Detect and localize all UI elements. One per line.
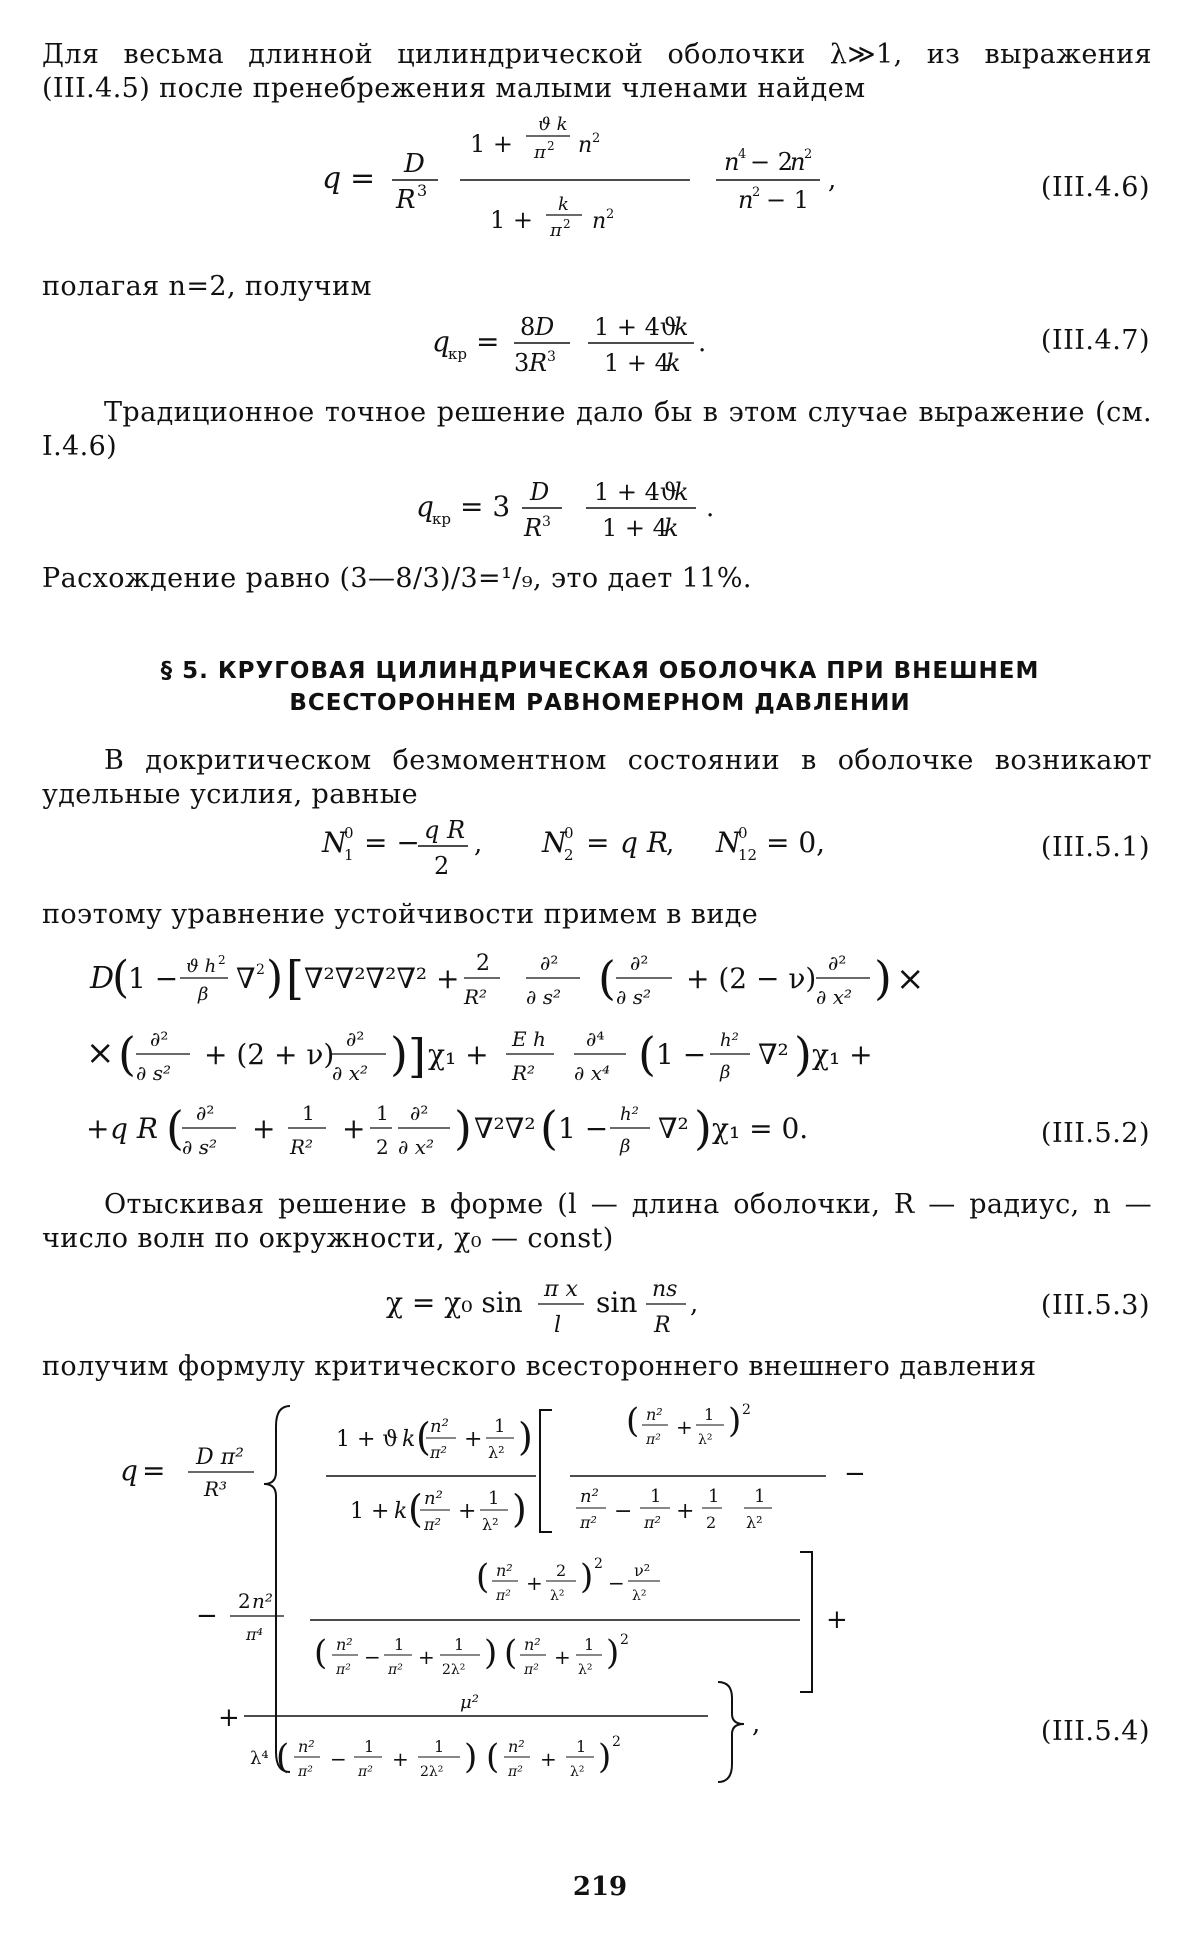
equation-number: (III.5.3) [1040, 1290, 1150, 1321]
svg-text:n: n [724, 148, 740, 176]
svg-text:1: 1 [584, 1635, 595, 1654]
svg-text:2: 2 [218, 953, 226, 967]
svg-text:k: k [402, 1427, 416, 1452]
svg-text:): ) [728, 1401, 742, 1441]
svg-text:h²: h² [620, 1104, 639, 1125]
svg-text:1: 1 [650, 1486, 662, 1507]
svg-text:∇: ∇ [236, 962, 256, 995]
svg-text:∂⁴: ∂⁴ [586, 1027, 605, 1051]
svg-text:∇²∇²: ∇²∇² [474, 1112, 536, 1145]
svg-text:−: − [614, 1499, 633, 1524]
svg-text:= 0,: = 0, [766, 826, 826, 859]
svg-text:+: + [218, 1703, 240, 1733]
svg-text:+: + [676, 1415, 693, 1439]
svg-text:2: 2 [752, 185, 761, 200]
svg-text:k: k [664, 514, 679, 542]
svg-text:N: N [322, 826, 347, 859]
svg-text:1: 1 [704, 1405, 715, 1424]
svg-text:=: = [142, 1454, 166, 1487]
svg-text:π²: π² [424, 1515, 441, 1534]
svg-text:+: + [464, 1427, 483, 1452]
svg-text:∂²: ∂² [540, 951, 559, 975]
svg-text:[: [ [286, 951, 304, 1005]
svg-text:∂ x⁴: ∂ x⁴ [574, 1061, 610, 1085]
svg-text:(: ( [486, 1737, 500, 1777]
svg-text:): ) [512, 1487, 527, 1531]
svg-text:−: − [608, 1571, 625, 1595]
svg-text:2: 2 [592, 131, 601, 146]
svg-text:): ) [484, 1633, 498, 1673]
svg-text:D: D [530, 478, 550, 506]
paragraph-critical-pressure: получим формулу критического всестороннего внешнего давления [42, 1351, 1037, 1382]
svg-text:+ (2 − ν): + (2 − ν) [686, 962, 817, 995]
svg-text:k: k [558, 194, 569, 215]
svg-text:(: ( [112, 952, 130, 1003]
svg-text:∂²: ∂² [196, 1101, 215, 1125]
svg-text:): ) [606, 1633, 620, 1673]
svg-text:∂²: ∂² [346, 1027, 365, 1051]
svg-text:n²: n² [430, 1416, 449, 1437]
svg-text:q: q [120, 1454, 138, 1487]
svg-text:+: + [418, 1645, 435, 1669]
svg-text:3: 3 [417, 181, 428, 200]
svg-text:2: 2 [612, 1734, 621, 1750]
svg-text:=: = [350, 161, 376, 196]
svg-text:+ (2 + ν): + (2 + ν) [204, 1038, 335, 1071]
svg-text:1 −: 1 − [128, 962, 179, 995]
svg-text:D: D [90, 961, 115, 996]
svg-text:β: β [620, 1136, 631, 1157]
svg-text:− 1: − 1 [766, 186, 810, 214]
svg-text:R: R [529, 349, 548, 377]
svg-text:λ²: λ² [570, 1764, 585, 1780]
svg-text:+: + [86, 1112, 110, 1145]
svg-text:n²: n² [424, 1488, 443, 1509]
svg-text:λ²: λ² [482, 1515, 499, 1534]
svg-text:E h: E h [512, 1027, 546, 1051]
svg-text:+: + [676, 1499, 695, 1524]
svg-text:(: ( [276, 1737, 290, 1777]
svg-text:): ) [874, 951, 892, 1005]
svg-text:= −: = − [364, 826, 420, 859]
svg-text:1 + 4ϑ: 1 + 4ϑ [594, 478, 678, 506]
svg-text:∂²: ∂² [410, 1101, 429, 1125]
svg-text:2: 2 [564, 846, 574, 864]
svg-text:∇²∇²∇²∇² +: ∇²∇²∇²∇² + [304, 962, 460, 995]
equation-number: (III.4.7) [1040, 325, 1150, 356]
svg-text:∂ x²: ∂ x² [332, 1061, 368, 1085]
svg-text:2: 2 [594, 1556, 603, 1572]
svg-text:n²: n² [524, 1635, 541, 1654]
svg-text:1 −: 1 − [656, 1038, 707, 1071]
svg-text:(: ( [416, 1415, 431, 1459]
svg-text:π²: π² [358, 1764, 373, 1780]
svg-text:R²: R² [512, 1061, 536, 1085]
svg-text:χ₁ +: χ₁ + [428, 1038, 489, 1071]
svg-text:.: . [698, 328, 707, 358]
svg-text:R: R [396, 185, 416, 215]
svg-text:4: 4 [738, 147, 747, 162]
svg-text:n²: n² [496, 1561, 513, 1580]
svg-text:+: + [526, 1571, 543, 1595]
svg-text:1 +: 1 + [490, 206, 534, 234]
svg-text:,: , [752, 1709, 761, 1739]
svg-text:): ) [794, 1027, 812, 1081]
equation-III-5-4 [100, 1392, 1090, 1862]
svg-text:+: + [826, 1605, 848, 1635]
svg-text:1 + 4ϑ: 1 + 4ϑ [594, 313, 678, 341]
svg-text:): ) [518, 1415, 533, 1459]
svg-text:∇²: ∇² [758, 1038, 789, 1071]
svg-text:R³: R³ [204, 1477, 228, 1501]
paragraph-stability-eq: поэтому уравнение устойчивости примем в виде [42, 899, 759, 930]
svg-text:,: , [828, 165, 837, 195]
svg-text:1: 1 [576, 1737, 587, 1756]
svg-text:k: k [674, 313, 689, 341]
svg-text:2: 2 [742, 1402, 751, 1418]
svg-text:β: β [198, 984, 209, 1005]
svg-text:χ₁ +: χ₁ + [812, 1038, 873, 1071]
svg-text:,: , [474, 829, 483, 859]
svg-text:ϑ k: ϑ k [538, 114, 568, 135]
section-heading [100, 655, 1100, 719]
svg-text:(: ( [408, 1487, 423, 1531]
equation-exact-qkr [414, 470, 794, 550]
svg-text:(: ( [540, 1101, 558, 1155]
svg-text:R²: R² [464, 985, 488, 1009]
svg-text:1 + 4: 1 + 4 [604, 349, 670, 377]
svg-text:(: ( [476, 1557, 490, 1597]
svg-text:∂ s²: ∂ s² [136, 1061, 171, 1085]
paragraph-exact-solution: Традиционное точное решение дало бы в этом случае выражение (см. I.4.6) [42, 397, 1152, 462]
svg-text:π²: π² [336, 1662, 351, 1678]
svg-text:∇²: ∇² [658, 1112, 689, 1145]
svg-text:R²: R² [290, 1135, 314, 1159]
svg-text:β: β [720, 1062, 731, 1083]
svg-text:π²: π² [580, 1513, 597, 1532]
svg-text:π²: π² [644, 1513, 661, 1532]
svg-text:∂ s²: ∂ s² [182, 1135, 217, 1159]
svg-text:0: 0 [344, 824, 354, 842]
svg-text:): ) [598, 1737, 612, 1777]
svg-text:λ²: λ² [488, 1443, 505, 1462]
svg-text:ns: ns [652, 1277, 678, 1302]
svg-text:∂ s²: ∂ s² [616, 985, 651, 1009]
svg-text:∂²: ∂² [630, 951, 649, 975]
svg-text:k: k [394, 1499, 408, 1524]
svg-text:∂ s²: ∂ s² [526, 985, 561, 1009]
svg-text:×: × [896, 959, 925, 999]
svg-text:D: D [535, 313, 555, 341]
svg-text:∂ x²: ∂ x² [398, 1135, 434, 1159]
svg-text:π⁴: π⁴ [246, 1625, 263, 1644]
paragraph-n2: полагая n=2, получим [42, 271, 372, 302]
svg-text:=: = [476, 325, 500, 358]
svg-text:2: 2 [556, 1561, 567, 1580]
section-heading-line-2: ВСЕСТОРОННЕМ РАВНОМЕРНОМ ДАВЛЕНИИ [289, 690, 911, 716]
svg-text:2λ²: 2λ² [442, 1662, 466, 1678]
svg-text:+: + [252, 1112, 276, 1145]
svg-text:λ²: λ² [550, 1588, 565, 1604]
svg-text:π²: π² [496, 1588, 511, 1604]
svg-text:1: 1 [708, 1486, 720, 1507]
svg-text:π²: π² [430, 1443, 447, 1462]
svg-text:π: π [534, 142, 546, 163]
svg-text:1: 1 [754, 1486, 766, 1507]
svg-text:0: 0 [564, 824, 574, 842]
paragraph-precritical: В докритическом безмоментном состоянии в оболочке возникают удельные усилия, равные [42, 745, 1152, 810]
svg-text:π²: π² [298, 1764, 313, 1780]
svg-text:μ²: μ² [460, 1692, 479, 1713]
svg-text:q R: q R [620, 826, 668, 859]
svg-text:D π²: D π² [196, 1445, 244, 1470]
svg-text:λ²: λ² [578, 1662, 593, 1678]
svg-text:+: + [554, 1645, 571, 1669]
svg-text:2: 2 [706, 1513, 717, 1532]
svg-text:1: 1 [434, 1737, 445, 1756]
section-heading-line-1: § 5. КРУГОВАЯ ЦИЛИНДРИЧЕСКАЯ ОБОЛОЧКА ПРИ ВНЕШНЕМ [160, 658, 1040, 684]
svg-text:π²: π² [646, 1432, 661, 1448]
svg-text:2λ²: 2λ² [420, 1764, 444, 1780]
svg-text:12: 12 [738, 846, 758, 864]
svg-text:π²: π² [524, 1662, 539, 1678]
svg-text:λ²: λ² [746, 1513, 763, 1532]
svg-text:0: 0 [738, 824, 748, 842]
svg-text:2: 2 [238, 1589, 251, 1613]
svg-text:2: 2 [376, 1135, 389, 1159]
svg-text:π²: π² [508, 1764, 523, 1780]
svg-text:(: ( [626, 1401, 640, 1441]
equation-III-5-1 [320, 812, 880, 892]
svg-text:2: 2 [434, 852, 450, 880]
svg-text:(: ( [314, 1633, 328, 1673]
svg-text:3: 3 [514, 349, 530, 377]
svg-text:+: + [342, 1112, 366, 1145]
svg-text:): ) [464, 1737, 478, 1777]
svg-text:+: + [458, 1499, 477, 1524]
svg-text:−: − [330, 1747, 347, 1771]
svg-text:λ²: λ² [698, 1432, 713, 1448]
svg-text:2: 2 [804, 147, 813, 162]
svg-text:1 + 4: 1 + 4 [602, 514, 668, 542]
svg-text:− 2: − 2 [750, 148, 794, 176]
svg-text:N: N [542, 826, 567, 859]
svg-text:2: 2 [256, 962, 265, 978]
svg-text:1: 1 [454, 1635, 465, 1654]
svg-text:1: 1 [364, 1737, 375, 1756]
svg-text:n: n [790, 148, 806, 176]
svg-text:1: 1 [394, 1635, 405, 1654]
svg-text:l: l [554, 1313, 562, 1338]
svg-text:q: q [416, 490, 434, 523]
svg-text:= 3: = 3 [460, 490, 511, 523]
svg-text:2: 2 [563, 217, 571, 231]
svg-text:h²: h² [720, 1030, 739, 1051]
svg-text:×: × [86, 1033, 115, 1073]
svg-text:): ) [390, 1027, 408, 1081]
svg-text:+: + [392, 1747, 409, 1771]
svg-text:(: ( [638, 1027, 656, 1081]
svg-text:(: ( [598, 951, 616, 1005]
svg-text:π x: π x [544, 1277, 578, 1302]
equation-number: (III.5.2) [1040, 1118, 1150, 1149]
svg-text:n²: n² [580, 1486, 599, 1507]
svg-text:1: 1 [302, 1101, 315, 1125]
equation-III-5-3 [384, 1270, 804, 1350]
svg-text:∂²: ∂² [150, 1027, 169, 1051]
svg-text:n: n [738, 186, 754, 214]
svg-text:2: 2 [620, 1632, 629, 1648]
svg-text:ϑ h: ϑ h [186, 956, 217, 977]
svg-text:π²: π² [388, 1662, 403, 1678]
svg-text:q: q [322, 161, 342, 196]
svg-text:sin: sin [596, 1286, 638, 1319]
svg-text:−: − [196, 1601, 218, 1631]
svg-text:(: ( [504, 1633, 518, 1673]
svg-text:R: R [654, 1313, 671, 1338]
svg-text:N: N [716, 826, 741, 859]
svg-text:D: D [404, 149, 425, 179]
svg-text:1 + ϑ: 1 + ϑ [336, 1427, 399, 1452]
svg-text:1: 1 [488, 1488, 500, 1509]
svg-text:−: − [364, 1645, 381, 1669]
svg-text:π: π [550, 220, 562, 241]
svg-text:3: 3 [547, 349, 556, 365]
equation-III-5-2 [60, 938, 960, 1178]
svg-text:+: + [540, 1747, 557, 1771]
svg-text:n²: n² [508, 1737, 525, 1756]
svg-text:): ) [266, 952, 284, 1003]
svg-text:k: k [674, 478, 689, 506]
svg-text:k: k [666, 349, 681, 377]
svg-text:q R: q R [424, 816, 466, 844]
svg-text:): ) [454, 1101, 472, 1155]
svg-text:(: ( [118, 1027, 136, 1081]
svg-text:=: = [586, 826, 610, 859]
equation-III-4-7 [430, 305, 790, 385]
svg-text:): ) [580, 1557, 594, 1597]
svg-text:1 −: 1 − [558, 1112, 609, 1145]
svg-text:χ = χ₀ sin: χ = χ₀ sin [386, 1286, 523, 1319]
svg-text:1 +: 1 + [350, 1499, 390, 1524]
svg-text:n²: n² [336, 1635, 353, 1654]
svg-text:): ) [694, 1101, 712, 1155]
svg-text:n: n [592, 209, 607, 234]
svg-text:кр: кр [432, 510, 451, 528]
svg-text:R: R [524, 514, 543, 542]
svg-text:1: 1 [494, 1416, 506, 1437]
svg-text:кр: кр [448, 345, 467, 363]
paragraph-intro: Для весьма длинной цилиндрической оболочки λ≫1, из выражения (III.4.5) после пренебрежения малыми членами найдем [42, 39, 1152, 104]
equation-number: (III.5.4) [1040, 1716, 1150, 1747]
svg-text:(: ( [166, 1101, 184, 1155]
svg-text:λ²: λ² [632, 1588, 647, 1604]
svg-text:]: ] [408, 1029, 426, 1083]
svg-text:,: , [666, 829, 675, 859]
svg-text:n²: n² [252, 1589, 273, 1613]
svg-text:λ⁴: λ⁴ [250, 1748, 269, 1769]
svg-text:χ₁ = 0.: χ₁ = 0. [712, 1112, 809, 1145]
svg-text:ν²: ν² [634, 1561, 651, 1580]
svg-text:1: 1 [344, 846, 354, 864]
svg-text:−: − [844, 1459, 866, 1489]
svg-text:∂²: ∂² [828, 951, 847, 975]
svg-text:q: q [432, 325, 450, 358]
svg-text:q R: q R [110, 1112, 158, 1145]
svg-text:1 +: 1 + [470, 130, 514, 158]
svg-text:2: 2 [547, 139, 555, 153]
svg-text:n²: n² [298, 1737, 315, 1756]
equation-III-4-6 [320, 108, 880, 258]
svg-text:.: . [706, 493, 715, 523]
svg-text:,: , [690, 1289, 699, 1319]
equation-number: (III.5.1) [1040, 832, 1150, 863]
svg-text:8: 8 [520, 313, 536, 341]
svg-text:2: 2 [476, 951, 490, 976]
svg-text:1: 1 [376, 1101, 389, 1125]
svg-text:n²: n² [646, 1405, 663, 1424]
page-number: 219 [572, 1872, 628, 1902]
equation-number: (III.4.6) [1040, 172, 1150, 203]
svg-text:3: 3 [542, 514, 551, 530]
svg-text:2: 2 [606, 207, 615, 222]
paragraph-discrepancy: Расхождение равно (3—8/3)/3=¹/₉, это дает 11%. [42, 563, 752, 594]
svg-text:n: n [578, 133, 593, 158]
svg-text:∂ x²: ∂ x² [816, 985, 852, 1009]
paragraph-solution-form: Отыскивая решение в форме (l — длина оболочки, R — радиус, n — число волн по окружности, χ₀ — const) [42, 1189, 1152, 1254]
